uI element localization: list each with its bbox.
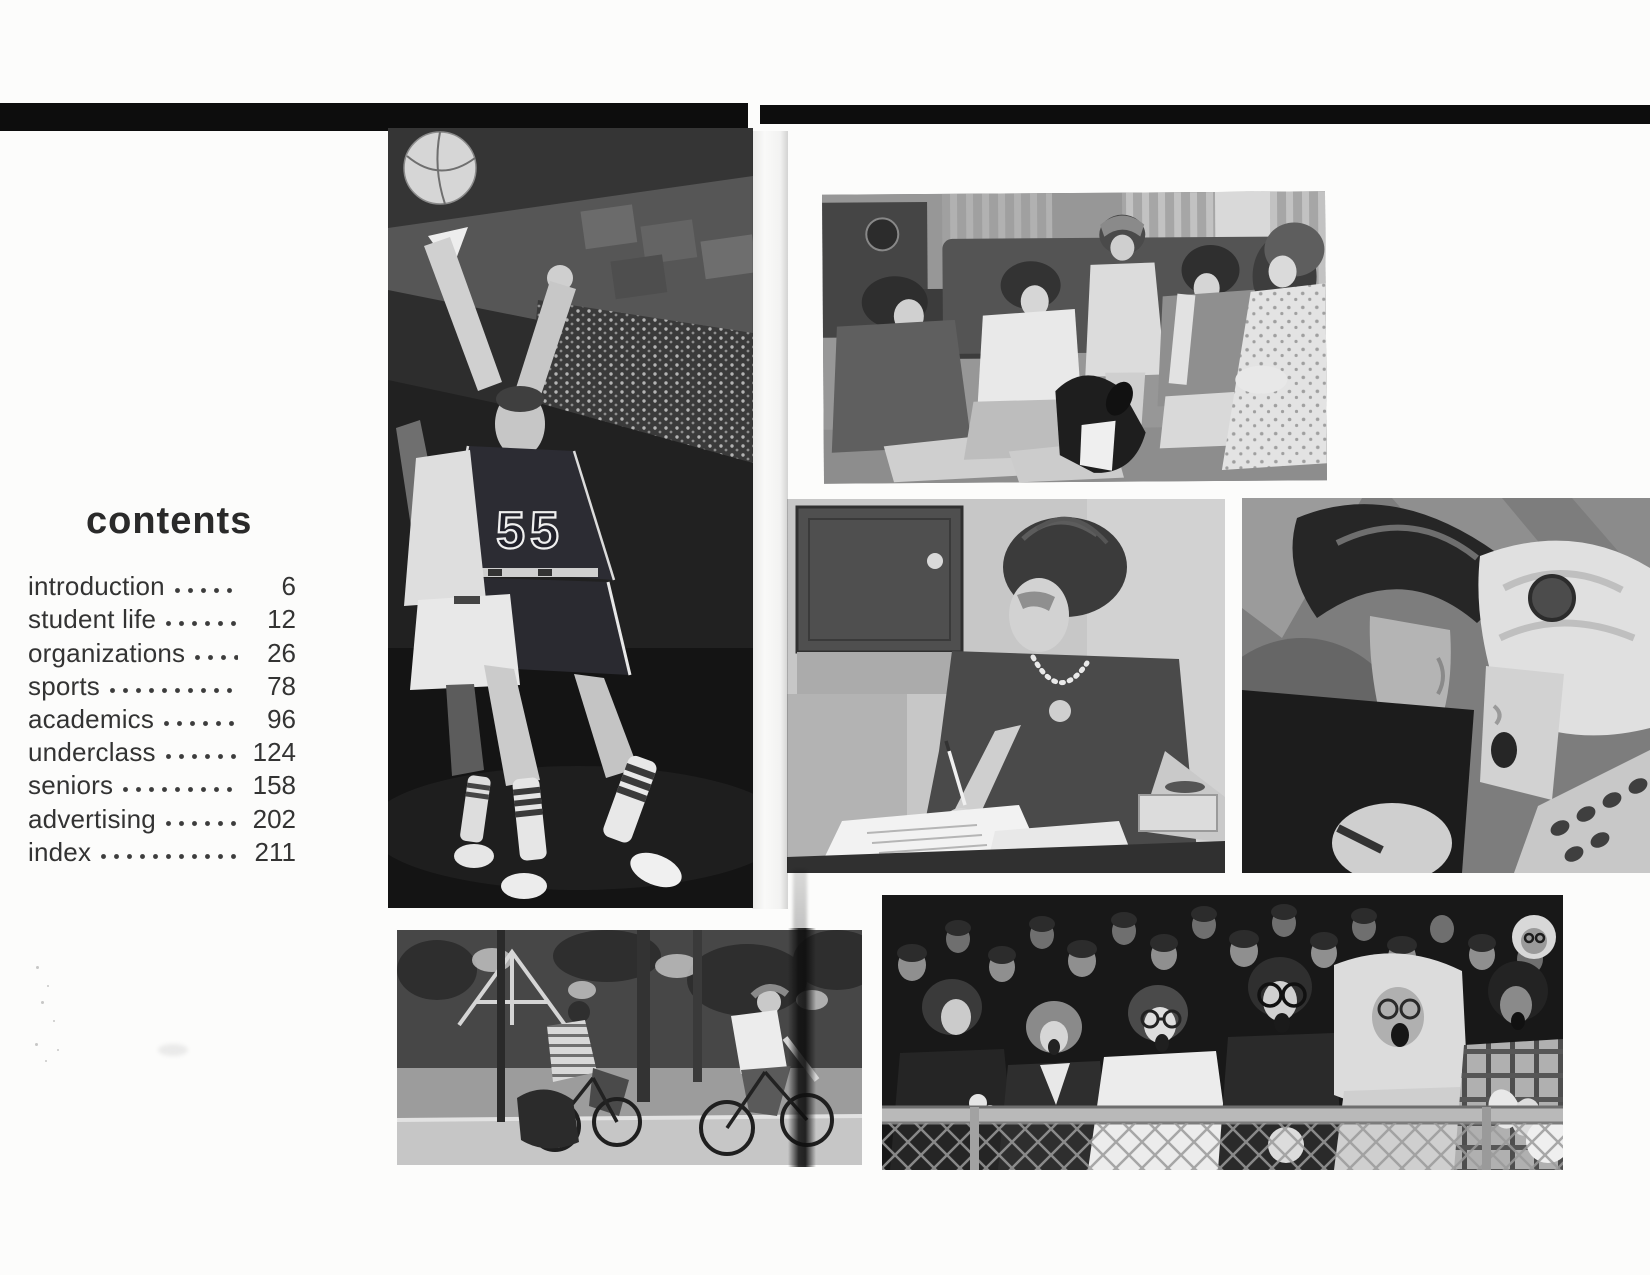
top-rule-bar-left: [0, 103, 748, 131]
toc-entry-page-number: 78: [267, 670, 296, 701]
toc-entry-page-number: 158: [252, 770, 296, 801]
toc-entry: [28, 765, 296, 801]
contents-title: contents: [86, 500, 253, 542]
page-gutter-shadow: [752, 131, 788, 909]
toc-entry-page-number: 12: [267, 604, 296, 635]
toc-entry: [28, 599, 296, 635]
toc-dot-leader: [166, 754, 238, 760]
toc-entry-page-number: 6: [281, 571, 296, 602]
toc-dot-leader: [123, 787, 238, 793]
photo-teacher-at-desk: [787, 499, 1225, 873]
desk-photo-art: [787, 499, 1225, 873]
toc-dot-leader: [110, 688, 238, 694]
toc-entry-label: academics: [28, 703, 155, 734]
photo-basketball-rebound: [388, 128, 753, 908]
toc-entry: [28, 666, 296, 699]
toc-entry: [28, 832, 296, 865]
toc-entry-label: advertising: [28, 803, 156, 834]
photo-girls-on-floor: [822, 191, 1327, 484]
toc-entry-page-number: 26: [267, 637, 296, 668]
toc-dot-leader: [164, 721, 238, 727]
page-fold-shadow-upper: [793, 870, 807, 930]
basketball-photo-art: [388, 128, 753, 908]
toc-entry-page-number: 202: [252, 803, 296, 834]
toc-entry-label: seniors: [28, 770, 114, 801]
toc-entry-page-number: 96: [267, 703, 296, 734]
toc-entry-label: underclass: [28, 737, 156, 768]
toc-entry: [28, 798, 296, 834]
toc-dot-leader: [166, 621, 238, 627]
toc-entry: [28, 732, 296, 768]
pair-photo-art: [1242, 498, 1650, 873]
photo-boy-and-girl-closeup: [1242, 498, 1650, 873]
top-rule-bar-right: [760, 105, 1650, 124]
toc-entry-label: sports: [28, 670, 101, 701]
toc-entry-label: organizations: [28, 637, 186, 668]
toc-dot-leader: [166, 821, 238, 827]
toc-entry-label: introduction: [28, 571, 165, 602]
toc-entry: [28, 699, 296, 732]
toc-dot-leader: [195, 655, 238, 661]
girls-photo-art: [822, 191, 1327, 484]
jersey-number: 55: [496, 502, 564, 560]
toc-dot-leader: [175, 588, 238, 594]
toc-entry-page-number: 124: [252, 737, 296, 768]
photo-cheering-crowd: [882, 895, 1563, 1170]
toc-entry: [28, 566, 296, 602]
toc-dot-leader: [101, 854, 238, 860]
page-fold-shadow: [788, 928, 816, 1167]
toc-entry-page-number: 211: [254, 836, 296, 867]
contents-list: [28, 566, 296, 865]
toc-entry-label: index: [28, 836, 92, 867]
crowd-photo-art: [882, 895, 1563, 1170]
toc-entry: [28, 632, 296, 668]
toc-entry-label: student life: [28, 604, 157, 635]
